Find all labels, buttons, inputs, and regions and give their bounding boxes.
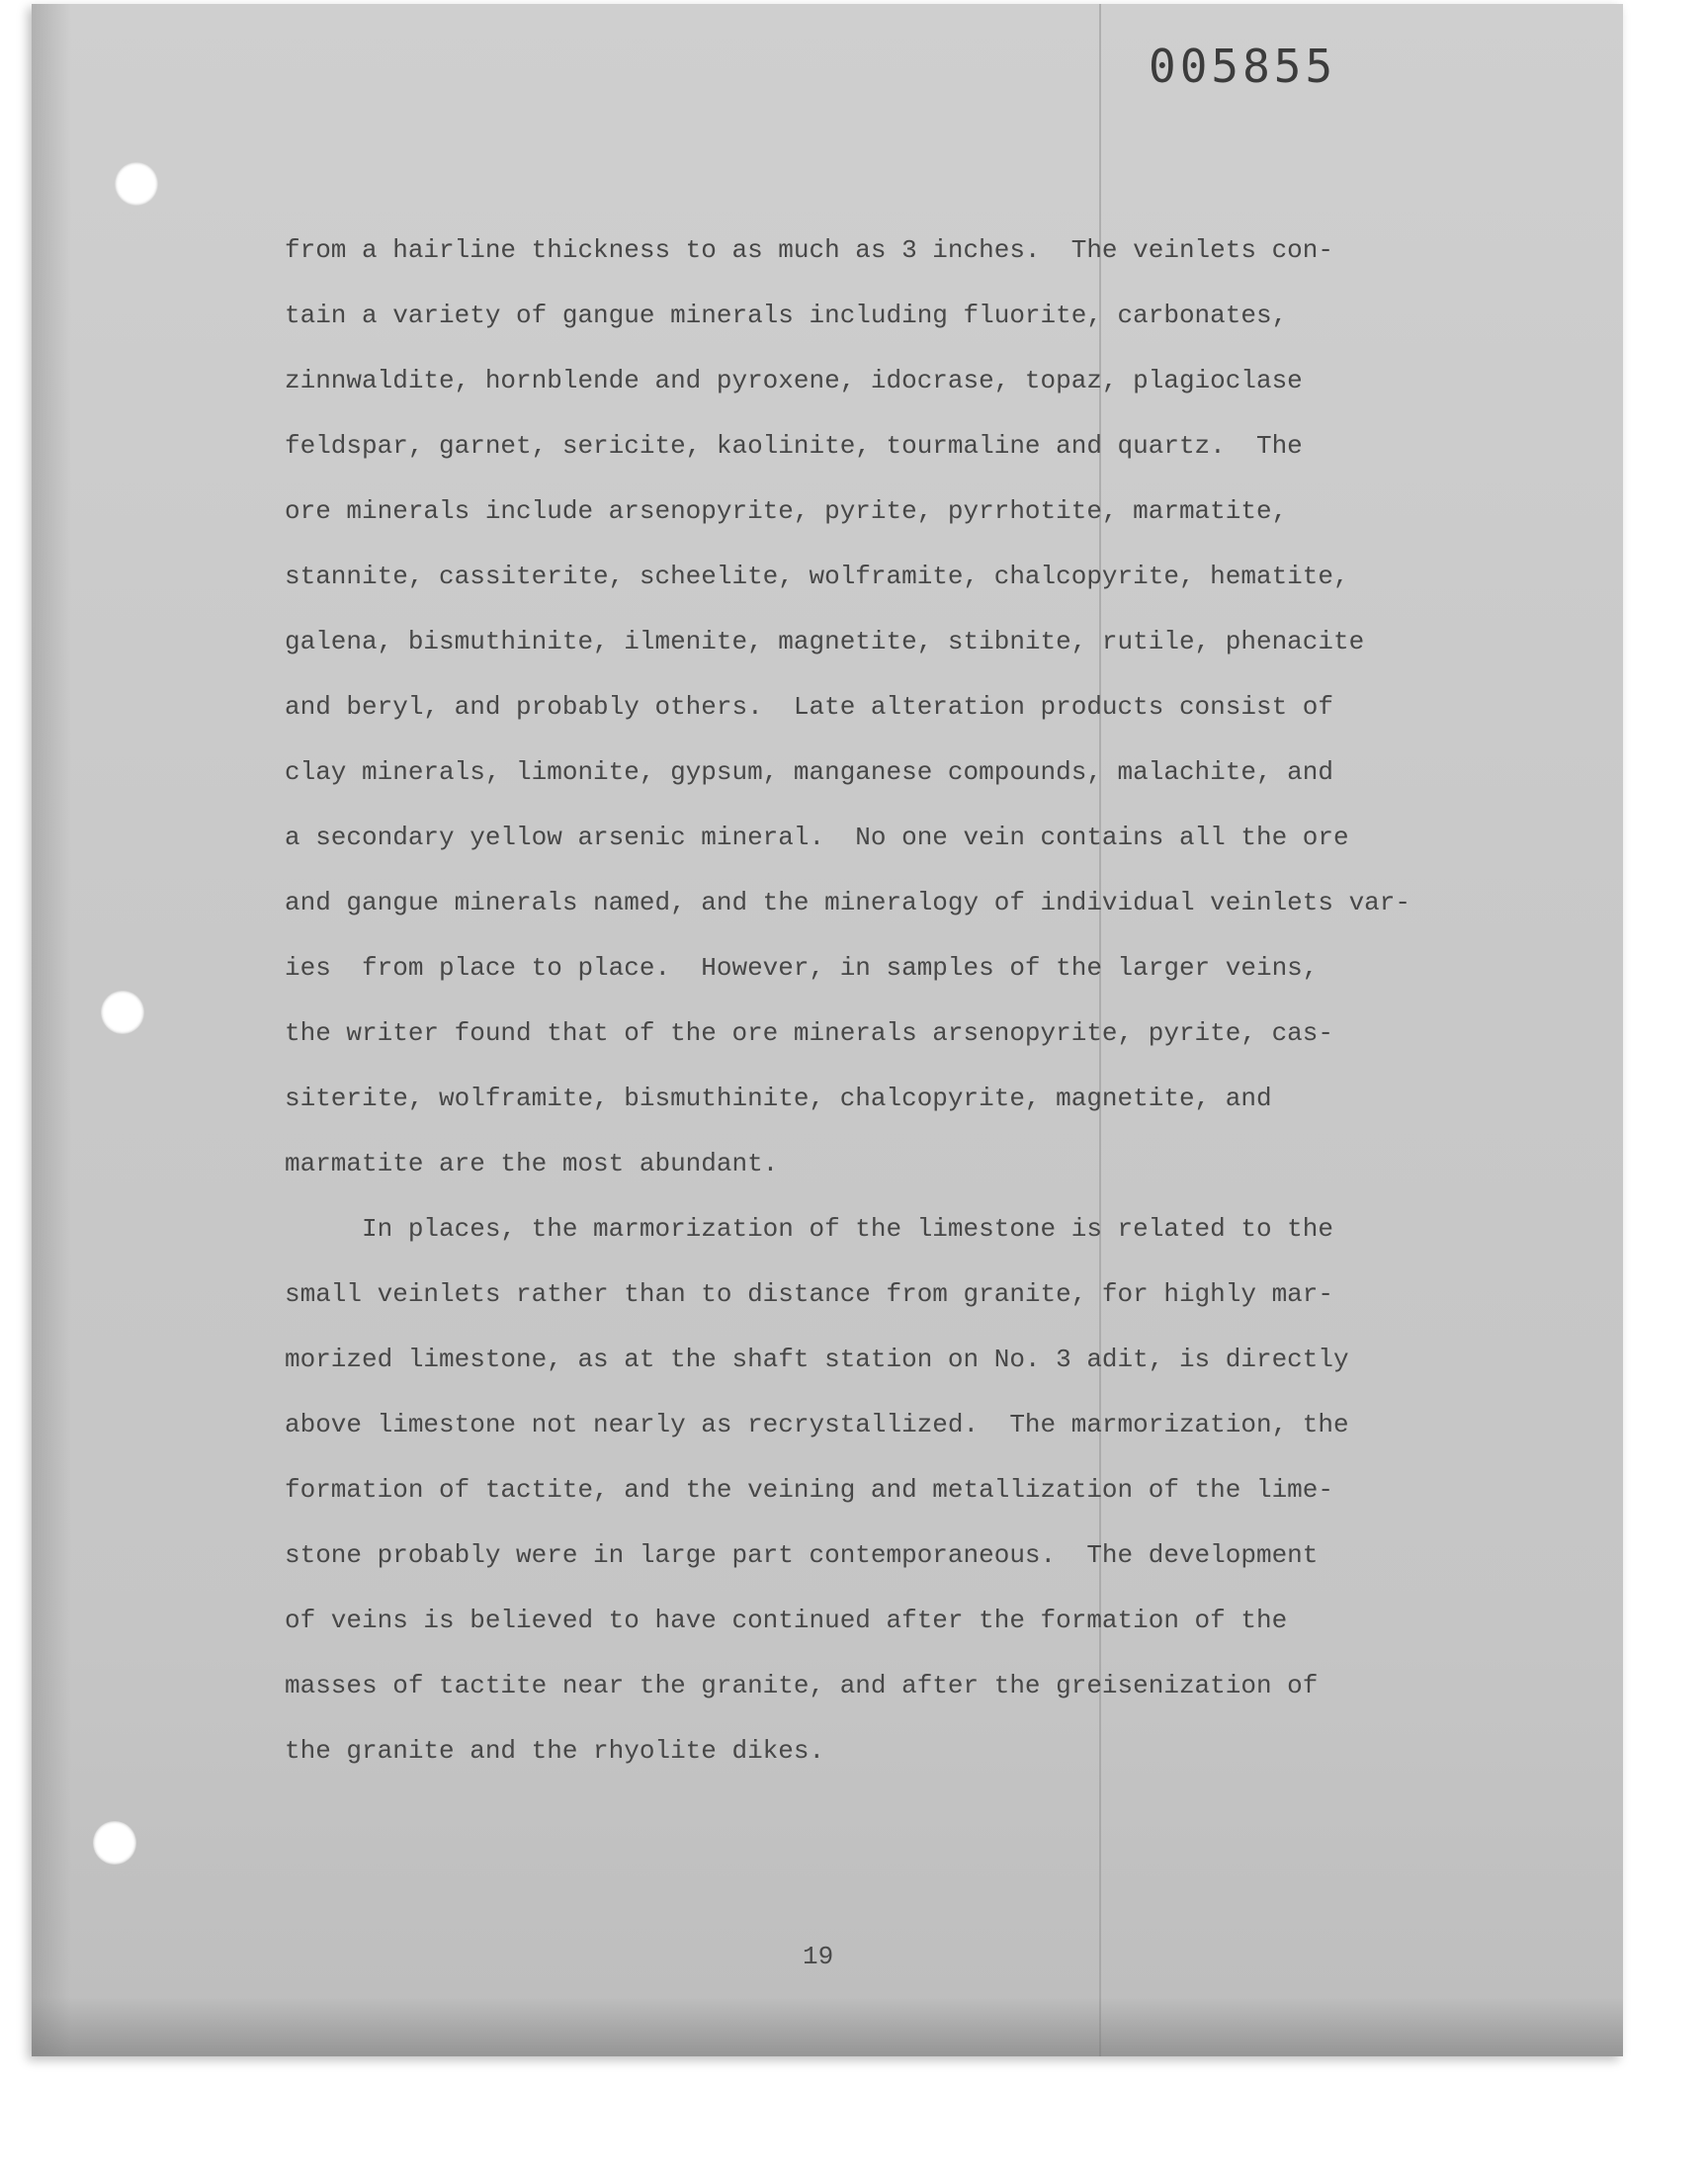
text-line: and gangue minerals named, and the mineralogy of individual veinlets var- — [285, 888, 1410, 917]
text-line: morized limestone, as at the shaft station on No. 3 adit, is directly — [285, 1345, 1349, 1374]
text-line: ies from place to place. However, in samples of the larger veins, — [285, 953, 1319, 983]
text-line: the writer found that of the ore minerals arsenopyrite, pyrite, cas- — [285, 1018, 1333, 1048]
punch-hole-bottom — [93, 1821, 136, 1865]
text-line: marmatite are the most abundant. — [285, 1149, 779, 1178]
text-line: above limestone not nearly as recrystallized. The marmorization, the — [285, 1410, 1349, 1439]
text-line: stone probably were in large part contemporaneous. The development — [285, 1540, 1319, 1570]
text-line: feldspar, garnet, sericite, kaolinite, tourmaline and quartz. The — [285, 431, 1303, 461]
text-line: stannite, cassiterite, scheelite, wolframite, chalcopyrite, hematite, — [285, 562, 1349, 591]
text-line: small veinlets rather than to distance from granite, for highly mar- — [285, 1279, 1333, 1309]
text-line: a secondary yellow arsenic mineral. No one vein contains all the ore — [285, 823, 1349, 852]
text-line: tain a variety of gangue minerals including fluorite, carbonates, — [285, 301, 1288, 330]
punch-hole-middle — [101, 991, 144, 1034]
punch-hole-top — [115, 162, 158, 206]
document-stamp-number: 005855 — [1149, 40, 1337, 93]
text-line: zinnwaldite, hornblende and pyroxene, idocrase, topaz, plagioclase — [285, 366, 1303, 395]
text-line: ore minerals include arsenopyrite, pyrite, pyrrhotite, marmatite, — [285, 496, 1288, 526]
scanned-page — [32, 4, 1623, 2056]
text-line: formation of tactite, and the veining and metallization of the lime- — [285, 1475, 1333, 1505]
text-line: the granite and the rhyolite dikes. — [285, 1736, 825, 1766]
text-line: and beryl, and probably others. Late alteration products consist of — [285, 692, 1333, 722]
text-line: siterite, wolframite, bismuthinite, chalcopyrite, magnetite, and — [285, 1084, 1272, 1113]
text-line: clay minerals, limonite, gypsum, manganese compounds, malachite, and — [285, 757, 1333, 787]
text-line: In places, the marmorization of the limestone is related to the — [285, 1214, 1333, 1244]
text-line: of veins is believed to have continued after the formation of the — [285, 1606, 1288, 1635]
text-line: from a hairline thickness to as much as 3 inches. The veinlets con- — [285, 235, 1333, 265]
text-line: masses of tactite near the granite, and after the greisenization of — [285, 1671, 1319, 1700]
body-text — [285, 218, 1570, 1784]
page-number: 19 — [803, 1942, 834, 1971]
text-line: galena, bismuthinite, ilmenite, magnetite, stibnite, rutile, phenacite — [285, 627, 1365, 656]
